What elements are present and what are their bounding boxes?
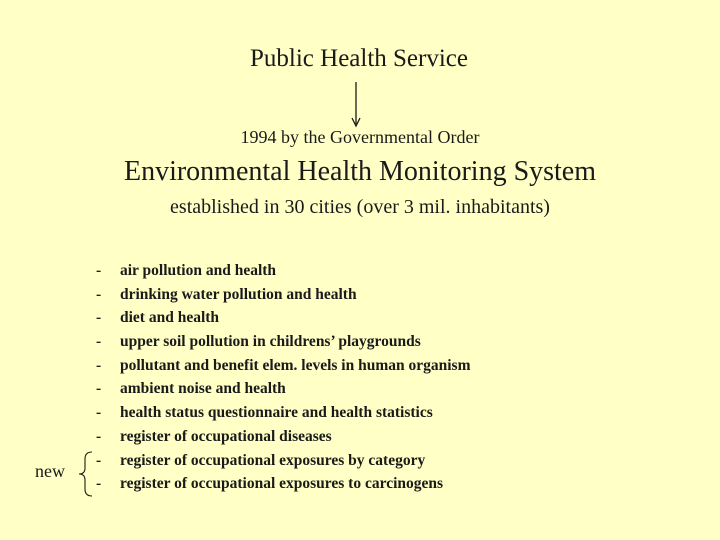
list-item-label: pollutant and benefit elem. levels in human organism [120, 356, 471, 374]
list-dash: - [96, 451, 102, 469]
page-title: Public Health Service [250, 45, 468, 72]
list-dash: - [96, 404, 102, 422]
list-dash: - [96, 427, 102, 445]
list-item [96, 449, 471, 473]
list-item [96, 354, 471, 378]
list-item-label: register of occupational exposures to carcinogens [120, 475, 444, 493]
arrow-down-icon [349, 82, 363, 128]
list-dash: - [96, 309, 102, 327]
list-item [96, 306, 471, 330]
list-item [96, 401, 471, 425]
list-item-label: register of occupational diseases [120, 427, 332, 445]
list-item [96, 259, 471, 283]
list-dash: - [96, 475, 102, 493]
list-dash: - [96, 262, 102, 279]
list-dash: - [96, 285, 102, 303]
list-item-label: register of occupational exposures by category [120, 451, 426, 469]
list-item-label: health status questionnaire and health statistics [120, 404, 433, 422]
list-item-label: diet and health [120, 309, 220, 327]
list-item [96, 330, 471, 354]
list-item [96, 472, 471, 496]
system-title: Environmental Health Monitoring System [123, 156, 597, 187]
list-item [96, 283, 471, 307]
list-dash: - [96, 356, 102, 374]
list-item-label: ambient noise and health [120, 380, 286, 398]
left-brace-icon [76, 451, 94, 497]
monitoring-list [96, 259, 471, 496]
list-dash: - [96, 380, 102, 398]
order-subtitle: 1994 by the Governmental Order [240, 127, 480, 147]
new-label: new [35, 461, 65, 481]
list-item-label: upper soil pollution in childrens’ playgrounds [120, 333, 421, 351]
list-item [96, 377, 471, 401]
list-item-label: air pollution and health [120, 262, 277, 279]
list-dash: - [96, 333, 102, 351]
list-item [96, 425, 471, 449]
established-subtitle: established in 30 cities (over 3 mil. inhabitants) [170, 196, 550, 218]
list-item-label: drinking water pollution and health [120, 285, 357, 303]
